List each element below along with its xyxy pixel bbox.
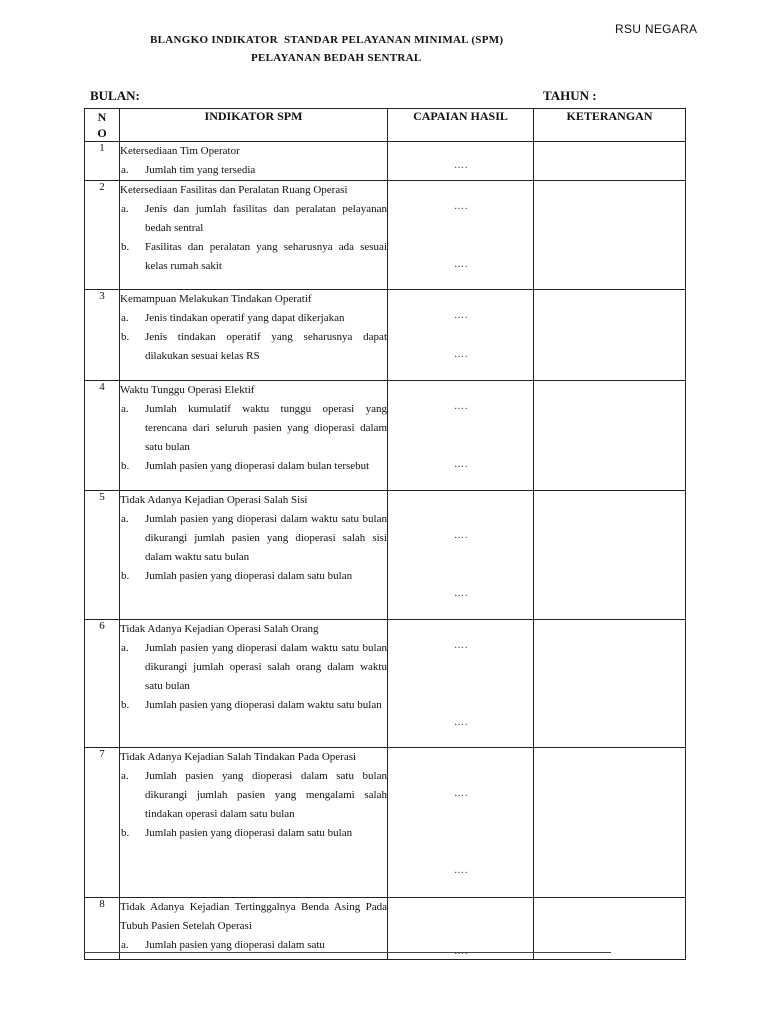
capaian-placeholder: …. bbox=[454, 459, 469, 470]
tahun-label: TAHUN : bbox=[543, 88, 597, 103]
capaian-cell[interactable] bbox=[388, 620, 534, 748]
capaian-cell[interactable] bbox=[388, 898, 534, 960]
table-row bbox=[85, 142, 686, 181]
row-number: 2 bbox=[85, 181, 120, 290]
indikator-sub-item bbox=[120, 238, 387, 276]
sub-item-text: Jumlah kumulatif waktu tunggu operasi yang terencana dari seluruh pasien yang dioperasi dalam satu bulan bbox=[145, 403, 387, 453]
sub-item-letter: b. bbox=[121, 331, 130, 343]
indikator-title: Tidak Adanya Kejadian Operasi Salah Sisi bbox=[120, 494, 308, 506]
col-header-keterangan: KETERANGAN bbox=[534, 109, 686, 142]
row-number: 1 bbox=[85, 142, 120, 181]
col-header-no bbox=[85, 109, 120, 142]
indikator-cell bbox=[120, 620, 388, 748]
indikator-sub-item bbox=[120, 767, 387, 824]
indikator-title: Tidak Adanya Kejadian Tertinggalnya Benda Asing Pada Tubuh Pasien Setelah Operasi bbox=[120, 901, 387, 932]
indikator-title: Ketersediaan Fasilitas dan Peralatan Ruang Operasi bbox=[120, 184, 348, 196]
sub-item-text: Jumlah tim yang tersedia bbox=[145, 164, 256, 176]
indikator-title: Tidak Adanya Kejadian Operasi Salah Orang bbox=[120, 623, 319, 635]
indikator-cell bbox=[120, 290, 388, 381]
row-number: 6 bbox=[85, 620, 120, 748]
table-header-row bbox=[85, 109, 686, 142]
capaian-placeholder: …. bbox=[454, 946, 469, 957]
hospital-name: RSU NEGARA bbox=[615, 22, 698, 36]
indikator-sub-item bbox=[120, 200, 387, 238]
spm-table bbox=[84, 108, 686, 960]
col-header-no-line2: O bbox=[97, 126, 107, 140]
sub-item-letter: a. bbox=[121, 312, 129, 324]
row-number: 7 bbox=[85, 748, 120, 898]
sub-item-letter: a. bbox=[121, 164, 129, 176]
col-header-no-line1: N bbox=[97, 110, 107, 124]
table-row bbox=[85, 381, 686, 491]
capaian-placeholder: …. bbox=[454, 788, 469, 799]
sub-item-text: Jenis dan jumlah fasilitas dan peralatan pelayanan bedah sentral bbox=[145, 203, 387, 234]
keterangan-cell[interactable] bbox=[534, 181, 686, 290]
sub-item-text: Jumlah pasien yang dioperasi dalam satu bulan bbox=[145, 570, 353, 582]
indikator-cell bbox=[120, 748, 388, 898]
sub-item-letter: b. bbox=[121, 241, 130, 253]
sub-item-text: Jumlah pasien yang dioperasi dalam satu bulan bbox=[145, 827, 353, 839]
sub-item-text: Fasilitas dan peralatan yang seharusnya ada sesuai kelas rumah sakit bbox=[145, 241, 387, 272]
capaian-placeholder: …. bbox=[454, 201, 469, 212]
sub-item-letter: a. bbox=[121, 939, 129, 951]
indikator-title: Kemampuan Melakukan Tindakan Operatif bbox=[120, 293, 312, 305]
capaian-placeholder: …. bbox=[454, 530, 469, 541]
sub-item-letter: a. bbox=[121, 513, 129, 525]
footer-divider bbox=[84, 952, 611, 953]
capaian-placeholder: …. bbox=[454, 640, 469, 651]
indikator-sub-item bbox=[120, 824, 387, 843]
table-row bbox=[85, 748, 686, 898]
indikator-sub-item bbox=[120, 161, 387, 180]
indikator-sub-item bbox=[120, 328, 387, 366]
sub-item-letter: b. bbox=[121, 699, 130, 711]
capaian-placeholder: …. bbox=[454, 401, 469, 412]
sub-item-text: Jumlah pasien yang dioperasi dalam bulan tersebut bbox=[145, 460, 370, 472]
indikator-cell bbox=[120, 381, 388, 491]
keterangan-cell[interactable] bbox=[534, 620, 686, 748]
indikator-sub-item bbox=[120, 400, 387, 457]
capaian-placeholder: …. bbox=[454, 349, 469, 360]
capaian-cell[interactable] bbox=[388, 491, 534, 620]
col-header-capaian: CAPAIAN HASIL bbox=[388, 109, 534, 142]
capaian-placeholder: …. bbox=[454, 310, 469, 321]
indikator-cell bbox=[120, 898, 388, 960]
indikator-cell bbox=[120, 491, 388, 620]
keterangan-cell[interactable] bbox=[534, 142, 686, 181]
sub-item-letter: b. bbox=[121, 570, 130, 582]
row-number: 4 bbox=[85, 381, 120, 491]
capaian-cell[interactable] bbox=[388, 381, 534, 491]
sub-item-text: Jumlah pasien yang dioperasi dalam satu bbox=[145, 939, 325, 951]
sub-item-text: Jumlah pasien yang dioperasi dalam waktu satu bulan bbox=[145, 699, 382, 711]
keterangan-cell[interactable] bbox=[534, 491, 686, 620]
sub-item-letter: b. bbox=[121, 827, 130, 839]
capaian-placeholder: …. bbox=[454, 160, 469, 171]
table-row bbox=[85, 290, 686, 381]
capaian-cell[interactable] bbox=[388, 748, 534, 898]
sub-item-text: Jumlah pasien yang dioperasi dalam waktu satu bulan dikurangi jumlah pasien yang dioperasi salah sisi dalam waktu satu bulan bbox=[145, 513, 387, 563]
row-number: 5 bbox=[85, 491, 120, 620]
capaian-placeholder: …. bbox=[454, 259, 469, 270]
indikator-title: Ketersediaan Tim Operator bbox=[120, 145, 240, 157]
capaian-placeholder: …. bbox=[454, 588, 469, 599]
keterangan-cell[interactable] bbox=[534, 381, 686, 491]
col-header-indikator: INDIKATOR SPM bbox=[120, 109, 388, 142]
indikator-sub-item bbox=[120, 567, 387, 586]
capaian-placeholder: …. bbox=[454, 717, 469, 728]
row-number: 8 bbox=[85, 898, 120, 960]
indikator-sub-item bbox=[120, 457, 387, 476]
indikator-sub-item bbox=[120, 639, 387, 696]
table-row bbox=[85, 491, 686, 620]
capaian-cell[interactable] bbox=[388, 142, 534, 181]
sub-item-text: Jenis tindakan operatif yang seharusnya dapat dilakukan sesuai kelas RS bbox=[145, 331, 387, 362]
sub-item-text: Jenis tindakan operatif yang dapat dikerjakan bbox=[145, 312, 345, 324]
table-row bbox=[85, 898, 686, 960]
sub-item-letter: a. bbox=[121, 203, 129, 215]
capaian-placeholder: …. bbox=[454, 865, 469, 876]
indikator-title: Tidak Adanya Kejadian Salah Tindakan Pada Operasi bbox=[120, 751, 357, 763]
keterangan-cell[interactable] bbox=[534, 898, 686, 960]
table-body bbox=[85, 142, 686, 960]
capaian-cell[interactable] bbox=[388, 181, 534, 290]
indikator-cell bbox=[120, 181, 388, 290]
form-title: BLANGKO INDIKATOR STANDAR PELAYANAN MINIMAL (SPM) bbox=[150, 34, 504, 46]
sub-item-text: Jumlah pasien yang dioperasi dalam waktu satu bulan dikurangi jumlah operasi salah orang dalam waktu satu bulan bbox=[145, 642, 387, 692]
table-row bbox=[85, 181, 686, 290]
indikator-cell bbox=[120, 142, 388, 181]
sub-item-letter: a. bbox=[121, 403, 129, 415]
keterangan-cell[interactable] bbox=[534, 290, 686, 381]
keterangan-cell[interactable] bbox=[534, 748, 686, 898]
indikator-sub-item bbox=[120, 309, 387, 328]
table-row bbox=[85, 620, 686, 748]
row-number: 3 bbox=[85, 290, 120, 381]
bulan-label: BULAN: bbox=[90, 88, 140, 103]
capaian-cell[interactable] bbox=[388, 290, 534, 381]
indikator-title: Waktu Tunggu Operasi Elektif bbox=[120, 384, 255, 396]
indikator-sub-item bbox=[120, 696, 387, 715]
sub-item-text: Jumlah pasien yang dioperasi dalam satu bulan dikurangi jumlah pasien yang mengalami salah tindakan operasi dalam satu bulan bbox=[145, 770, 387, 820]
form-subtitle: PELAYANAN BEDAH SENTRAL bbox=[251, 52, 422, 64]
indikator-sub-item bbox=[120, 510, 387, 567]
sub-item-letter: a. bbox=[121, 770, 129, 782]
sub-item-letter: b. bbox=[121, 460, 130, 472]
sub-item-letter: a. bbox=[121, 642, 129, 654]
